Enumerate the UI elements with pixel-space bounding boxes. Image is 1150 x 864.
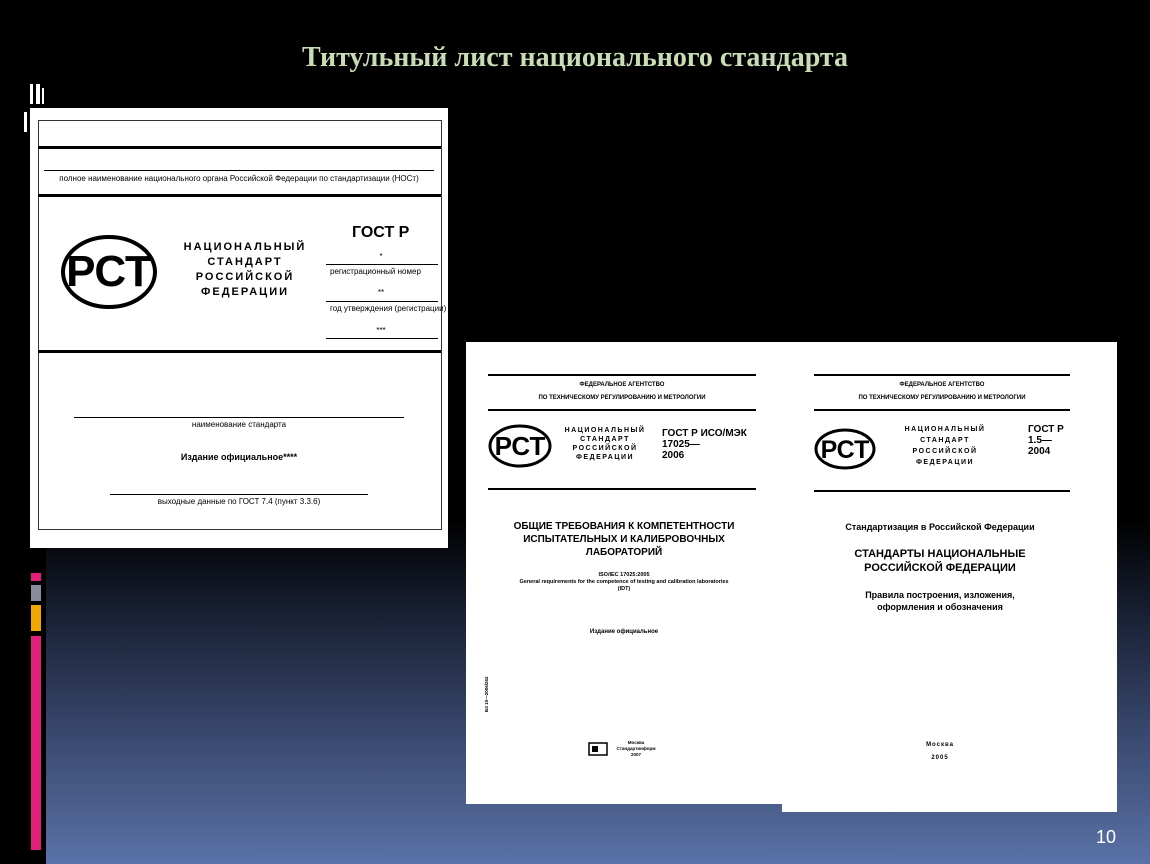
svg-text:РСТ: РСТ bbox=[66, 247, 152, 296]
idt-label: (IDT) bbox=[617, 586, 631, 592]
gost-number: ГОСТ Р ИСО/МЭК 17025— 2006 bbox=[662, 428, 747, 461]
svg-text:РСТ: РСТ bbox=[820, 436, 870, 464]
standartinform-logo-icon bbox=[588, 742, 608, 756]
city-label: Москва bbox=[926, 742, 954, 748]
standard-subtitle: Правила построения, изложения, оформления и обозначения bbox=[865, 590, 1015, 612]
edition-label: Издание официальное**** bbox=[180, 452, 298, 462]
standard-title: ОБЩИЕ ТРЕБОВАНИЯ К КОМПЕТЕНТНОСТИ ИСПЫТАТЕЛЬНЫХ И КАЛИБРОВОЧНЫХ ЛАБОРАТОРИЙ bbox=[513, 521, 735, 558]
national-standard-label: НАЦИОНАЛЬНЫЙ СТАНДАРТ РОССИЙСКОЙ ФЕДЕРАЦИИ bbox=[904, 426, 986, 466]
national-standard-label: НАЦИОНАЛЬНЫЙ СТАНДАРТ РОССИЙСКОЙ ФЕДЕРАЦИИ bbox=[183, 241, 307, 298]
page-number: 10 bbox=[1095, 827, 1116, 847]
standard-title: СТАНДАРТЫ НАЦИОНАЛЬНЫЕ РОССИЙСКОЙ ФЕДЕРАЦИИ bbox=[854, 548, 1026, 574]
svg-text:РСТ: РСТ bbox=[494, 431, 546, 461]
side-code: БЗ 10—2006/262 bbox=[484, 676, 489, 712]
gost-r-logo-icon bbox=[488, 424, 552, 468]
gost-label: ГОСТ Р bbox=[352, 224, 410, 241]
iso-description: General requirements for the competence of testing and calibration laboratories bbox=[519, 579, 729, 585]
slide-title: Титульный лист национального стандарта bbox=[301, 42, 849, 73]
year-label: 2005 bbox=[931, 755, 949, 761]
gost-r-logo-icon bbox=[814, 428, 876, 470]
national-standard-label: НАЦИОНАЛЬНЫЙ СТАНДАРТ РОССИЙСКОЙ ФЕДЕРАЦИИ bbox=[564, 427, 646, 461]
gost-r-logo-icon bbox=[60, 234, 158, 310]
example-page-gost-1-5: ФЕДЕРАЛЬНОЕ АГЕНТСТВО ПО ТЕХНИЧЕСКОМУ РЕГУЛИРОВАНИЮ И МЕТРОЛОГИИ РСТ НАЦИОНАЛЬНЫЙ СТАНДАРТ РОССИЙСКОЙ ФЕДЕРАЦИИ ГОСТ Р 1.5— 2004 Стандартизация в Российской Федерации СТАНДАРТЫ НАЦИОНАЛЬНЫЕ РОССИЙСКОЙ ФЕДЕРАЦИИ Правила построения, изложения, оформления и обозначения Москва 2005 bbox=[782, 342, 1117, 812]
output-data-caption: выходные данные по ГОСТ 7.4 (пункт 3.3.6) bbox=[157, 497, 321, 506]
approval-year-caption: год утверждения (регистрации) bbox=[330, 304, 447, 313]
publisher-info: Москва Стандартинформ 2007 bbox=[616, 740, 656, 757]
series-title: Стандартизация в Российской Федерации bbox=[845, 522, 1035, 532]
body-name-caption: полное наименование национального органа Российской Федерации по стандартизации (НОСт) bbox=[59, 174, 419, 183]
reg-number-caption: регистрационный номер bbox=[330, 267, 421, 276]
standard-name-caption: наименование стандарта bbox=[191, 420, 287, 429]
edition-label: Издание официальное bbox=[589, 629, 659, 635]
iso-number: ISO/IEC 17025:2005 bbox=[598, 572, 650, 578]
example-page-gost-17025: ФЕДЕРАЛЬНОЕ АГЕНТСТВО ПО ТЕХНИЧЕСКОМУ РЕГУЛИРОВАНИЮ И МЕТРОЛОГИИ РСТ НАЦИОНАЛЬНЫЙ СТАНДАРТ РОССИЙСКОЙ ФЕДЕРАЦИИ ГОСТ Р ИСО/МЭК 17025— 2006 ОБЩИЕ ТРЕБОВАНИЯ К КОМПЕТЕНТНОСТИ ИСПЫТАТЕЛЬНЫХ И КАЛИБРОВОЧНЫХ ЛАБОРАТОРИЙ ISO/IEC 17025:2005 General requirements for the competence of testing and calibration laboratories (IDT) Издание официальное БЗ 10—2006/262 Москва Стандартинформ 2007 bbox=[466, 342, 782, 804]
gost-number: ГОСТ Р 1.5— 2004 bbox=[1028, 424, 1064, 457]
template-title-page: полное наименование национального органа Российской Федерации по стандартизации (НОСт) РСТ НАЦИОНАЛЬНЫЙ СТАНДАРТ РОССИЙСКОЙ ФЕДЕРАЦИИ ГОСТ Р * регистрационный номер ** год утверждения (регистрации) *** наименование стандарта Издание официальное**** выходные данные по ГОСТ 7.4 (пункт 3.3.6) bbox=[30, 108, 448, 548]
